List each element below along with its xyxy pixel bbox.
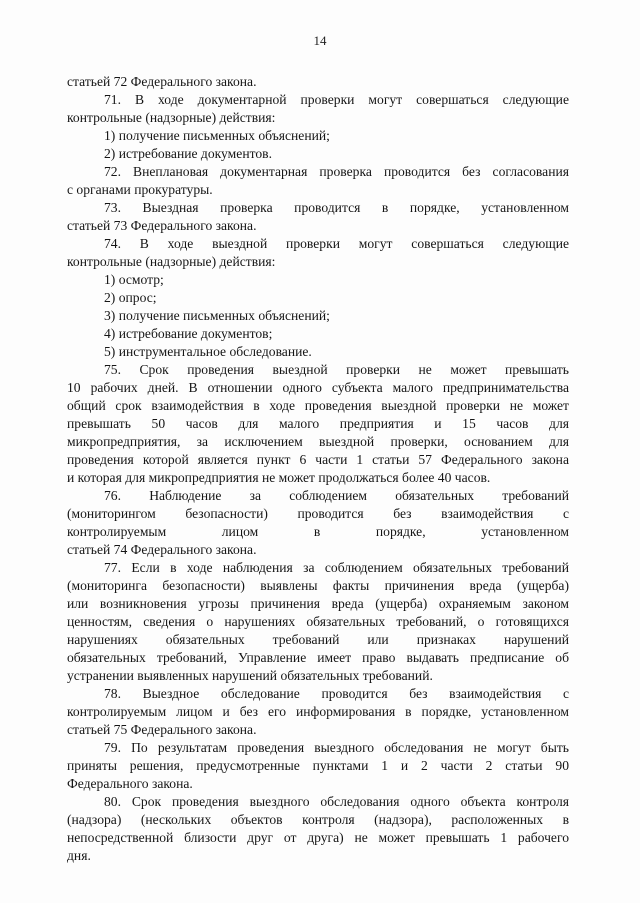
paragraph-75-start: 75. Срок проведения выездной проверки не может превышать xyxy=(104,362,569,377)
page-number: 14 xyxy=(313,33,327,48)
text-line: приняты решения, предусмотренные пунктами 1 и 2 части 2 статьи 90 xyxy=(67,758,569,773)
text-line: (мониторингом безопасности) проводится без взаимодействия с xyxy=(67,506,569,521)
text-line: нарушениях обязательных требований или признаках нарушений xyxy=(67,632,569,647)
text-line: общий срок взаимодействия в ходе проведения выездной проверки не может xyxy=(67,398,569,413)
text-line: непосредственной близости друг от друга) не может превышать 1 рабочего xyxy=(67,830,569,845)
list-item: 4) истребование документов; xyxy=(104,326,273,341)
text-line: контрольные (надзорные) действия: xyxy=(67,110,276,125)
paragraph-74-start: 74. В ходе выездной проверки могут совершаться следующие xyxy=(104,236,569,251)
text-line: статьей 74 Федерального закона. xyxy=(67,542,257,557)
text-line: Федерального закона. xyxy=(67,776,193,791)
text-line: (надзора) (нескольких объектов контроля (надзора), расположенных в xyxy=(67,812,569,827)
list-item: 5) инструментальное обследование. xyxy=(104,344,312,359)
text-line: или возникновения угрозы причинения вреда (ущерба) охраняемым законом xyxy=(67,596,569,611)
list-item: 1) осмотр; xyxy=(104,272,164,287)
text-line: (мониторинга безопасности) выявлены факты причинения вреда (ущерба) xyxy=(67,578,569,593)
paragraph-72-start: 72. Внеплановая документарная проверка проводится без согласования xyxy=(104,164,569,179)
paragraph-71-start: 71. В ходе документарной проверки могут совершаться следующие xyxy=(104,92,569,107)
text-line: дня. xyxy=(67,848,91,863)
list-item: 2) истребование документов. xyxy=(104,146,272,161)
text-line: и которая для микропредприятия не может продолжаться более 40 часов. xyxy=(67,470,491,485)
text-line: контролируемым лицом и без его информирования в порядке, установленном xyxy=(67,704,569,719)
text-line: проведения которой является пункт 6 части 1 статьи 57 Федерального закона xyxy=(67,452,569,467)
paragraph-76-start: 76. Наблюдение за соблюдением обязательных требований xyxy=(104,488,569,503)
text-line: статьей 75 Федерального закона. xyxy=(67,722,257,737)
list-item: 3) получение письменных объяснений; xyxy=(104,308,330,323)
text-line: устранении выявленных нарушений обязательных требований. xyxy=(67,668,433,683)
text-line: микропредприятия, за исключением выездной проверки, основанием для xyxy=(67,434,569,449)
text-line: обязательных требований, Управление имеет право выдавать предписание об xyxy=(67,650,569,665)
paragraph-77-start: 77. Если в ходе наблюдения за соблюдением обязательных требований xyxy=(104,560,569,575)
text-line: контролируемым лицом в порядке, установленном xyxy=(67,524,569,539)
paragraph-73-start: 73. Выездная проверка проводится в порядке, установленном xyxy=(104,200,569,215)
text-line: ценностям, сведения о нарушениях обязательных требований, о готовящихся xyxy=(67,614,569,629)
text-line: статьей 72 Федерального закона. xyxy=(67,74,257,89)
text-line: контрольные (надзорные) действия: xyxy=(67,254,276,269)
text-line: с органами прокуратуры. xyxy=(67,182,213,197)
text-line: статьей 73 Федерального закона. xyxy=(67,218,257,233)
list-item: 1) получение письменных объяснений; xyxy=(104,128,330,143)
paragraph-80-start: 80. Срок проведения выездного обследования одного объекта контроля xyxy=(104,794,569,809)
paragraph-78-start: 78. Выездное обследование проводится без взаимодействия с xyxy=(104,686,569,701)
text-line: превышать 50 часов для малого предприятия и 15 часов для xyxy=(67,416,569,431)
paragraph-79-start: 79. По результатам проведения выездного обследования не могут быть xyxy=(104,740,569,755)
text-line: 10 рабочих дней. В отношении одного субъекта малого предпринимательства xyxy=(67,380,569,395)
list-item: 2) опрос; xyxy=(104,290,157,305)
